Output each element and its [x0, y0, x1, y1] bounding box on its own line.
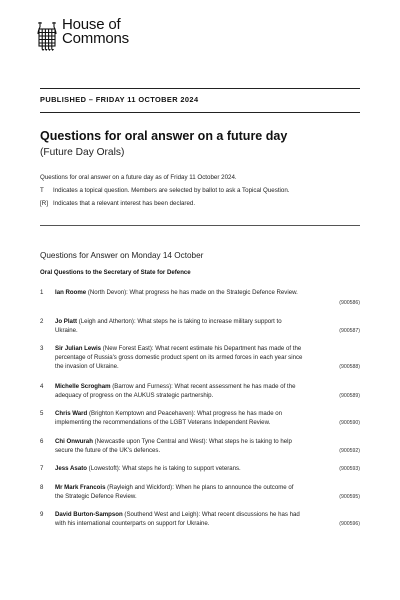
rule-after-published [40, 112, 360, 113]
question-body [55, 382, 360, 400]
question-text: (Barrow and Furness): What recent assessment he has made of the [112, 383, 296, 390]
question-ref: (900595) [339, 494, 360, 500]
member-name: Chris Ward [55, 410, 88, 417]
question-text: the invasion of Ukraine. [55, 363, 119, 370]
logo-line-1: House of [62, 16, 121, 33]
house-of-commons-logo [36, 18, 129, 52]
section-heading: Questions for Answer on Monday 14 October [40, 251, 204, 260]
question-text: (Rayleigh and Wickford): When he plans to announce the outcome of [107, 484, 294, 491]
question-text: Ukraine. [55, 327, 78, 334]
legend-item-topical [40, 187, 290, 194]
question-text: the Strategic Defence Review. [55, 493, 137, 500]
question-text: (Leigh and Atherton): What steps he is taking to increase military support to [78, 318, 282, 325]
question-text: adequacy of progress on the AUKUS strategic partnership. [55, 392, 214, 399]
question-number: 3 [40, 345, 44, 352]
rule-after-legend [40, 225, 360, 226]
question-body [55, 464, 360, 473]
question-ref: (900596) [339, 521, 360, 527]
question-body [55, 437, 360, 455]
member-name: Michelle Scrogham [55, 383, 111, 390]
question-body [55, 483, 360, 501]
subsection-heading: Oral Questions to the Secretary of State for Defence [40, 269, 191, 276]
question-item [40, 510, 360, 530]
page-subtitle: (Future Day Orals) [40, 147, 125, 158]
question-number: 4 [40, 383, 44, 390]
question-text: (Lowestoft): What steps he is taking to support veterans. [88, 465, 241, 472]
question-text: (New Forest East): What recent estimate his Department has made of the [102, 345, 302, 352]
question-body [55, 510, 360, 528]
legend-key: [R] [40, 200, 48, 207]
question-number: 7 [40, 465, 44, 472]
legend-text: Indicates that a relevant interest has been declared. [53, 200, 196, 207]
question-ref: (900593) [339, 466, 360, 472]
question-item [40, 288, 360, 308]
member-name: Sir Julian Lewis [55, 345, 102, 352]
question-item [40, 409, 360, 429]
legend-text: Indicates a topical question. Members are selected by ballot to ask a Topical Question. [53, 187, 290, 194]
question-ref: (900586) [339, 300, 360, 306]
question-ref: (900589) [339, 393, 360, 399]
member-name: Jo Platt [55, 318, 78, 325]
question-ref: (900587) [339, 328, 360, 334]
member-name: Ian Roome [55, 289, 87, 296]
member-name: Jess Asato [55, 465, 87, 472]
logo-wordmark [62, 18, 129, 46]
page-title: Questions for oral answer on a future day [40, 129, 288, 143]
question-text: (North Devon): What progress he has made on the Strategic Defence Review. [87, 289, 298, 296]
legend-key: T [40, 187, 44, 194]
question-number: 9 [40, 511, 44, 518]
question-text: implementing the recommendations of the LGBT Veterans Independent Review. [55, 419, 271, 426]
question-ref: (900588) [339, 364, 360, 370]
question-body [55, 317, 360, 335]
question-ref: (900590) [339, 420, 360, 426]
rule-top [40, 88, 360, 89]
question-number: 2 [40, 318, 44, 325]
question-text: with his international counterparts on support for Ukraine. [55, 520, 210, 527]
legend-item-interest [40, 200, 195, 207]
question-ref: (900592) [339, 448, 360, 454]
question-body [55, 344, 360, 371]
question-text: (Newcastle upon Tyne Central and West): What steps he is taking to help [94, 438, 292, 445]
question-item [40, 317, 360, 337]
question-item [40, 382, 360, 402]
question-body [55, 409, 360, 427]
question-number: 6 [40, 438, 44, 445]
question-item [40, 344, 360, 374]
question-text: (Southend West and Leigh): What recent discussions he has had [124, 511, 300, 518]
question-item [40, 437, 360, 457]
question-item [40, 464, 360, 476]
published-line: PUBLISHED – FRIDAY 11 OCTOBER 2024 [40, 95, 199, 104]
question-text: percentage of Russia's gross domestic product spent on its armed forces in each year since [55, 354, 303, 361]
intro-text: Questions for oral answer on a future day as of Friday 11 October 2024. [40, 174, 237, 181]
question-number: 5 [40, 410, 44, 417]
question-item [40, 483, 360, 503]
question-body [55, 288, 360, 297]
question-text: (Brighton Kemptown and Peacehaven): What progress he has made on [88, 410, 283, 417]
question-number: 8 [40, 484, 44, 491]
question-text: secure the future of the UK's defences. [55, 447, 161, 454]
logo-line-2: Commons [62, 30, 129, 47]
portcullis-icon [36, 20, 58, 52]
member-name: Mr Mark Francois [55, 484, 106, 491]
member-name: Chi Onwurah [55, 438, 93, 445]
question-number: 1 [40, 289, 44, 296]
member-name: David Burton-Sampson [55, 511, 123, 518]
